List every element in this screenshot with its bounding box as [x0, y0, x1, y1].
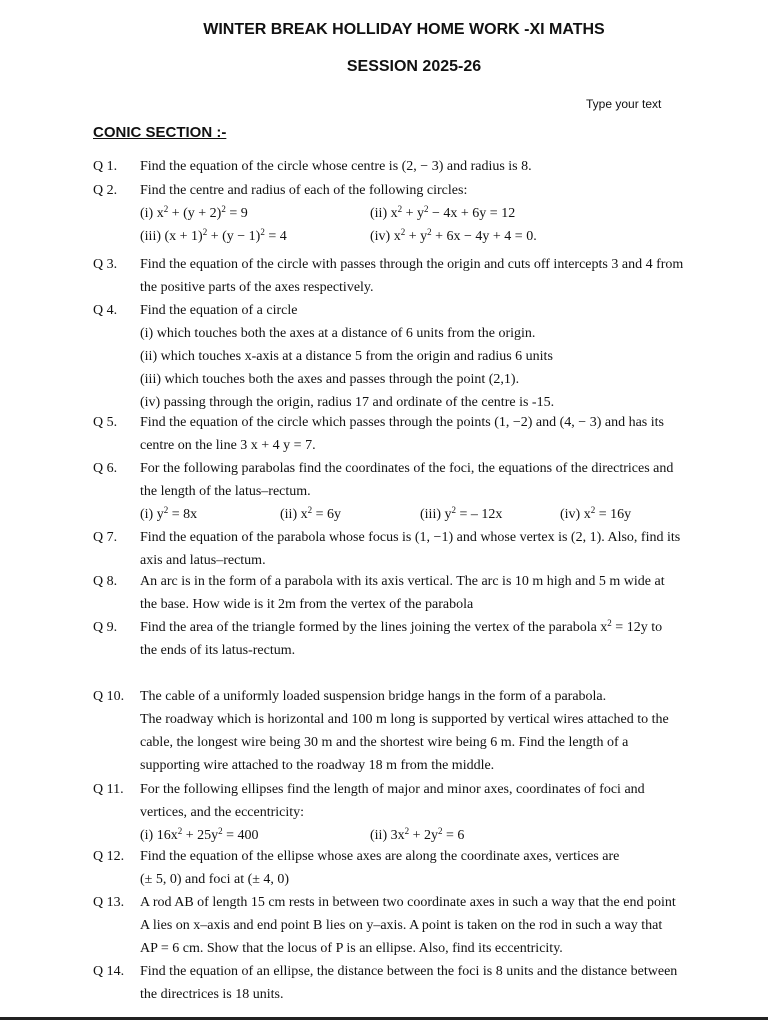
question-text-line: Find the area of the triangle formed by the lines joining the vertex of the parabola $x^2 = 12y$ to — [140, 618, 663, 635]
question-text-line: the directrices is 18 units. — [140, 987, 284, 1002]
question-body — [140, 778, 745, 847]
question-text-line: Find the equation of the parabola whose focus is (1, −1) and whose vertex is (2, 1). Also, find its — [140, 530, 681, 545]
question-number: Q 3. — [93, 257, 118, 272]
equation-item: (ii) $x^2 = 6y$ — [280, 505, 342, 522]
question-number: Q 11. — [93, 782, 124, 797]
question-text-line: A lies on x–axis and end point B lies on y–axis. A point is taken on the rod in such a way that — [140, 918, 663, 933]
question-body — [140, 299, 745, 414]
question-text-line: the positive parts of the axes respectively. — [140, 280, 374, 295]
question-text-line: vertices, and the eccentricity: — [140, 805, 305, 820]
equation-item: (ii) $3x^2 + 2y^2 = 6$ — [370, 826, 465, 843]
question-body — [140, 960, 745, 1006]
question-body — [140, 526, 745, 572]
question-text-line: axis and latus–rectum. — [140, 553, 266, 568]
question-text-line: Find the equation of an ellipse, the distance between the foci is 8 units and the distance between — [140, 964, 678, 979]
question-body — [140, 845, 745, 891]
session-heading: SESSION 2025-26 — [346, 58, 482, 75]
question-number: Q 2. — [93, 183, 118, 198]
equation-item: (iii) $(x + 1)^2 + (y - 1)^2 = 4$ — [140, 227, 287, 244]
question-number: Q 10. — [93, 689, 125, 704]
question-number: Q 13. — [93, 895, 125, 910]
question-number: Q 14. — [93, 964, 125, 979]
equation-item: (iii) $y^2$ = – 12x — [420, 505, 503, 522]
question-text-line: Find the equation of the circle which passes through the points (1, −2) and (4, − 3) and has its — [140, 415, 664, 430]
question-text-line: cable, the longest wire being 30 m and the shortest wire being 6 m. Find the length of a — [140, 735, 629, 750]
question-text-line: Find the equation of a circle — [140, 303, 298, 318]
question-number: Q 7. — [93, 530, 118, 545]
question-body — [140, 457, 745, 526]
placeholder-text: Type your text — [586, 97, 662, 111]
equation-row — [140, 202, 745, 225]
question-text-line: the length of the latus–rectum. — [140, 484, 311, 499]
equation-item: (iv) $x^2 = 16y$ — [560, 505, 632, 522]
question-text-line: An arc is in the form of a parabola with its axis vertical. The arc is 10 m high and 5 m wide at — [140, 574, 665, 589]
question-number: Q 4. — [93, 303, 118, 318]
page-bottom-rule — [0, 1017, 768, 1020]
equation-row — [140, 503, 745, 526]
equation-item: (ii) $x^2 + y^2 - 4x + 6y = 12$ — [370, 204, 516, 221]
question-number: Q 8. — [93, 574, 118, 589]
question-text-line: the base. How wide is it 2m from the vertex of the parabola — [140, 597, 474, 612]
question-body — [140, 570, 745, 616]
question-text-line: Find the equation of the circle whose centre is (2, − 3) and radius is 8. — [140, 159, 532, 174]
sub-question: (i) which touches both the axes at a distance of 6 units from the origin. — [140, 326, 536, 341]
equation-row — [140, 824, 745, 847]
question-number: Q 12. — [93, 849, 125, 864]
question-body — [140, 411, 745, 457]
question-text-line: centre on the line 3 x + 4 y = 7. — [140, 438, 316, 453]
question-text-line: A rod AB of length 15 cm rests in between two coordinate axes in such a way that the end point — [140, 895, 676, 910]
question-text-line: For the following ellipses find the length of major and minor axes, coordinates of foci and — [140, 782, 645, 797]
question-body — [140, 155, 745, 178]
question-text-line: (± 5, 0) and foci at (± 4, 0) — [140, 872, 290, 887]
equation-row — [140, 225, 745, 248]
question-text-line: The roadway which is horizontal and 100 m long is supported by vertical wires attached to the — [140, 712, 669, 727]
sub-question: (iv) passing through the origin, radius 17 and ordinate of the centre is -15. — [140, 395, 555, 410]
document-title: WINTER BREAK HOLLIDAY HOME WORK -XI MATHS — [203, 21, 605, 38]
equation-item: (iv) $x^2 + y^2 + 6x - 4y + 4 = 0$. — [370, 227, 537, 244]
question-text-line: supporting wire attached to the roadway 18 m from the middle. — [140, 758, 495, 773]
sub-question: (ii) which touches x-axis at a distance 5 from the origin and radius 6 units — [140, 349, 553, 364]
sub-question: (iii) which touches both the axes and passes through the point (2,1). — [140, 372, 520, 387]
question-body — [140, 891, 745, 960]
question-text-line: the ends of its latus-rectum. — [140, 643, 296, 658]
question-number: Q 6. — [93, 461, 118, 476]
question-text-line: Find the centre and radius of each of the following circles: — [140, 183, 468, 198]
equation-item: (i) $16x^2 + 25y^2 = 400$ — [140, 826, 259, 843]
question-text-line: The cable of a uniformly loaded suspension bridge hangs in the form of a parabola. — [140, 689, 607, 704]
question-body — [140, 179, 745, 248]
question-body — [140, 253, 745, 299]
question-number: Q 9. — [93, 620, 118, 635]
question-text-line: Find the equation of the circle with passes through the origin and cuts off intercepts 3 and 4 from — [140, 257, 684, 272]
question-text-line: AP = 6 cm. Show that the locus of P is an ellipse. Also, find its eccentricity. — [140, 941, 563, 956]
question-body — [140, 685, 745, 777]
equation-item: (i) $y^2 = 8x$ — [140, 505, 198, 522]
question-text-line: For the following parabolas find the coordinates of the foci, the equations of the directrices and — [140, 461, 674, 476]
question-number: Q 5. — [93, 415, 118, 430]
question-text-line: Find the equation of the ellipse whose axes are along the coordinate axes, vertices are — [140, 849, 620, 864]
question-body — [140, 616, 745, 662]
equation-item: (i) $x^2 + (y + 2)^2 = 9$ — [140, 204, 248, 221]
question-number: Q 1. — [93, 159, 118, 174]
section-heading: CONIC SECTION :- — [93, 124, 227, 141]
